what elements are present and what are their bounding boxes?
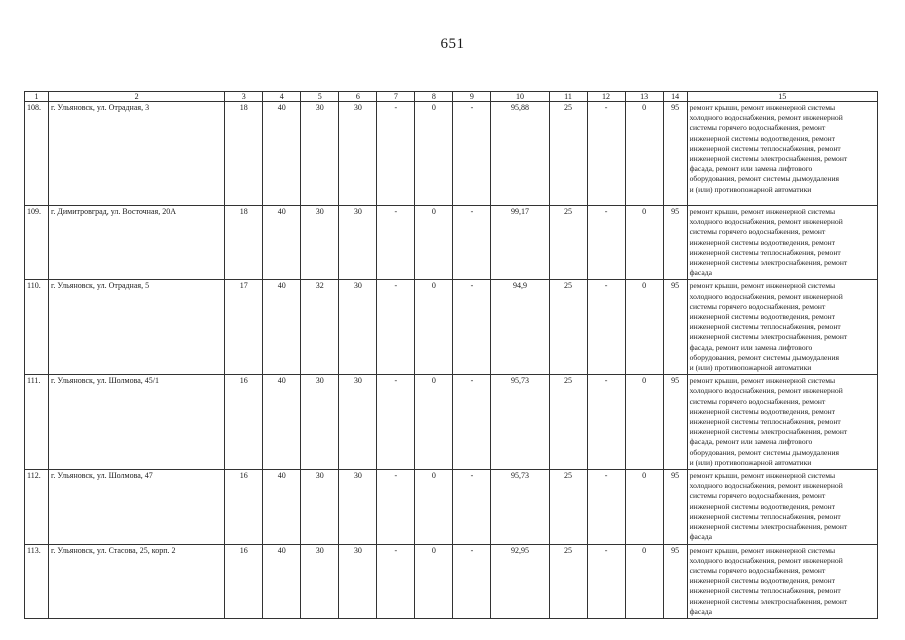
works-line: инженерной системы электроснабжения, ремонт [689,332,848,342]
row-value-c5: 30 [301,470,339,544]
table-body [25,102,878,619]
row-value-c8: 0 [415,470,453,544]
row-number: 109. [25,206,49,280]
column-header: 3 [225,92,263,102]
page-number: 651 [440,36,465,52]
works-line: инженерной системы водоотведения, ремонт [689,237,836,247]
column-header: 9 [453,92,491,102]
row-value-c7: - [377,280,415,375]
works-line: инженерной системы водоотведения, ремонт [689,576,836,586]
works-line: холодного водоснабжения, ремонт инженерной [689,113,843,123]
works-line: системы горячего водоснабжения, ремонт [689,301,826,311]
works-line: инженерной системы электроснабжения, ремонт [689,154,848,164]
row-value-c5: 30 [301,375,339,470]
row-value-c9: - [453,470,491,544]
row-value-c4: 40 [263,375,301,470]
column-header: 8 [415,92,453,102]
row-value-c11: 25 [549,280,587,375]
works-line: фасада [689,606,712,616]
row-address: г. Ульяновск, ул. Стасова, 25, корп. 2 [49,544,225,618]
row-value-c5: 30 [301,206,339,280]
row-value-c6: 30 [339,375,377,470]
column-header: 13 [625,92,663,102]
row-value-c12: - [587,470,625,544]
column-header: 4 [263,92,301,102]
row-value-c14: 95 [663,544,687,618]
row-value-c5: 32 [301,280,339,375]
column-header: 6 [339,92,377,102]
works-line: системы горячего водоснабжения, ремонт [689,123,826,133]
row-value-c14: 95 [663,470,687,544]
row-value-c4: 40 [263,470,301,544]
row-works [687,375,877,470]
row-value-c3: 16 [225,375,263,470]
works-line: инженерной системы водоотведения, ремонт [689,406,836,416]
row-value-c3: 16 [225,470,263,544]
row-value-c14: 95 [663,102,687,206]
column-header: 15 [687,92,877,102]
row-value-c10: 95,73 [491,470,549,544]
row-value-c6: 30 [339,102,377,206]
works-line: и (или) противопожарной автоматики [689,363,812,373]
row-works [687,544,877,618]
works-line: инженерной системы теплоснабжения, ремонт [689,417,841,427]
works-line: инженерной системы электроснабжения, ремонт [689,522,848,532]
works-line: инженерной системы теплоснабжения, ремонт [689,586,841,596]
works-line: ремонт крыши, ремонт инженерной системы [689,207,836,216]
row-value-c3: 18 [225,206,263,280]
row-value-c13: 0 [625,470,663,544]
row-value-c13: 0 [625,544,663,618]
repair-table [24,91,878,619]
works-line: оборудования, ремонт системы дымоудаления [689,352,840,362]
row-number: 110. [25,280,49,375]
row-value-c7: - [377,375,415,470]
row-value-c7: - [377,544,415,618]
row-value-c8: 0 [415,102,453,206]
table-row [25,470,878,544]
row-value-c12: - [587,544,625,618]
works-line: холодного водоснабжения, ремонт инженерной [689,291,843,301]
row-value-c9: - [453,102,491,206]
row-value-c5: 30 [301,102,339,206]
row-value-c13: 0 [625,280,663,375]
row-value-c6: 30 [339,206,377,280]
table-row [25,102,878,206]
table-row [25,375,878,470]
row-works [687,206,877,280]
works-line: ремонт крыши, ремонт инженерной системы [689,471,836,481]
works-line: фасада [689,268,712,278]
row-value-c8: 0 [415,280,453,375]
row-number: 112. [25,470,49,544]
table-row [25,206,878,280]
row-value-c12: - [587,102,625,206]
row-value-c12: - [587,280,625,375]
row-address: г. Ульяновск, ул. Отрадная, 3 [49,102,225,206]
works-line: инженерной системы водоотведения, ремонт [689,501,836,511]
row-value-c13: 0 [625,102,663,206]
works-line: системы горячего водоснабжения, ремонт [689,491,826,501]
works-line: фасада [689,532,712,542]
row-value-c13: 0 [625,206,663,280]
works-line: системы горячего водоснабжения, ремонт [689,396,826,406]
row-value-c4: 40 [263,544,301,618]
row-value-c7: - [377,470,415,544]
works-line: и (или) противопожарной автоматики [689,184,812,194]
row-value-c9: - [453,280,491,375]
row-value-c14: 95 [663,375,687,470]
works-line: инженерной системы теплоснабжения, ремонт [689,247,841,257]
row-number: 113. [25,544,49,618]
row-number: 108. [25,102,49,206]
row-value-c9: - [453,206,491,280]
row-value-c11: 25 [549,102,587,206]
works-line: инженерной системы водоотведения, ремонт [689,312,836,322]
row-value-c10: 95,73 [491,375,549,470]
row-value-c8: 0 [415,206,453,280]
works-line: инженерной системы электроснабжения, ремонт [689,427,848,437]
column-header: 5 [301,92,339,102]
row-value-c8: 0 [415,544,453,618]
works-line: ремонт крыши, ремонт инженерной системы [689,281,836,291]
row-value-c10: 95,88 [491,102,549,206]
row-value-c3: 18 [225,102,263,206]
column-header: 1 [25,92,49,102]
row-value-c4: 40 [263,102,301,206]
column-header: 12 [587,92,625,102]
works-line: инженерной системы теплоснабжения, ремонт [689,322,841,332]
row-value-c6: 30 [339,280,377,375]
row-value-c4: 40 [263,206,301,280]
row-value-c14: 95 [663,206,687,280]
works-line: оборудования, ремонт системы дымоудаления [689,174,840,184]
row-number: 111. [25,375,49,470]
row-value-c12: - [587,206,625,280]
row-value-c11: 25 [549,206,587,280]
works-line: фасада, ремонт или замена лифтового [689,342,813,352]
works-line: инженерной системы теплоснабжения, ремонт [689,511,841,521]
row-value-c11: 25 [549,375,587,470]
row-address: г. Димитровград, ул. Восточная, 20А [49,206,225,280]
row-value-c7: - [377,206,415,280]
works-line: фасада, ремонт или замена лифтового [689,164,813,174]
row-address: г. Ульяновск, ул. Шолмова, 47 [49,470,225,544]
row-address: г. Ульяновск, ул. Шолмова, 45/1 [49,375,225,470]
row-value-c10: 92,95 [491,544,549,618]
works-line: ремонт крыши, ремонт инженерной системы [689,376,836,386]
works-line: холодного водоснабжения, ремонт инженерной [689,481,843,491]
row-value-c12: - [587,375,625,470]
works-line: фасада, ремонт или замена лифтового [689,437,813,447]
column-header: 11 [549,92,587,102]
row-value-c10: 99,17 [491,206,549,280]
works-line: ремонт крыши, ремонт инженерной системы [689,545,836,555]
works-line: ремонт крыши, ремонт инженерной системы [689,103,836,112]
row-value-c9: - [453,544,491,618]
works-line: системы горячего водоснабжения, ремонт [689,565,826,575]
row-value-c3: 17 [225,280,263,375]
works-line: инженерной системы теплоснабжения, ремонт [689,143,841,153]
row-address: г. Ульяновск, ул. Отрадная, 5 [49,280,225,375]
table-header [25,92,878,102]
row-value-c14: 95 [663,280,687,375]
row-works [687,280,877,375]
works-line: и (или) противопожарной автоматики [689,457,812,467]
row-value-c4: 40 [263,280,301,375]
row-value-c6: 30 [339,544,377,618]
table-row [25,280,878,375]
row-value-c10: 94,9 [491,280,549,375]
column-header: 7 [377,92,415,102]
column-header: 2 [49,92,225,102]
row-value-c11: 25 [549,470,587,544]
row-value-c8: 0 [415,375,453,470]
works-line: холодного водоснабжения, ремонт инженерной [689,217,843,227]
works-line: оборудования, ремонт системы дымоудаления [689,447,840,457]
table-row [25,544,878,618]
works-line: инженерной системы электроснабжения, ремонт [689,596,848,606]
row-value-c3: 16 [225,544,263,618]
works-line: инженерной системы электроснабжения, ремонт [689,258,848,268]
row-value-c9: - [453,375,491,470]
row-value-c6: 30 [339,470,377,544]
row-works [687,102,877,206]
column-header: 14 [663,92,687,102]
row-works [687,470,877,544]
row-value-c11: 25 [549,544,587,618]
works-line: системы горячего водоснабжения, ремонт [689,227,826,237]
works-line: инженерной системы водоотведения, ремонт [689,133,836,143]
works-line: холодного водоснабжения, ремонт инженерной [689,555,843,565]
column-header: 10 [491,92,549,102]
works-line: холодного водоснабжения, ремонт инженерной [689,386,843,396]
row-value-c7: - [377,102,415,206]
row-value-c13: 0 [625,375,663,470]
row-value-c5: 30 [301,544,339,618]
